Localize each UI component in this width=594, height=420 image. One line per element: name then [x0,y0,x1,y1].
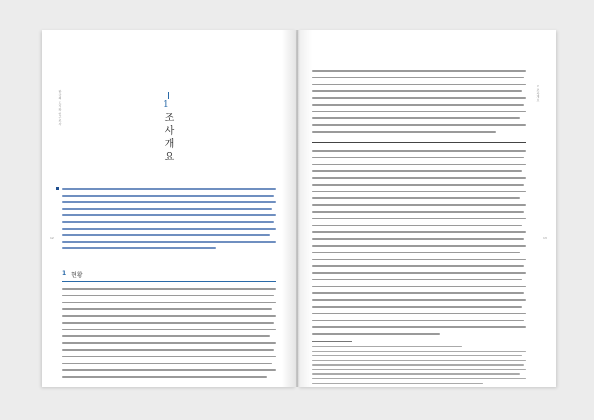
running-head-right: 1 조사개요 [536,85,540,102]
running-head-left: 한국의 도시와 인구조사 [58,90,62,126]
left-body-text [62,288,276,383]
chapter-title: 조사개요 [162,112,173,164]
footnotes [312,346,526,387]
left-page [42,30,296,387]
paragraph-divider [312,142,526,143]
chapter-intro [62,188,276,254]
right-page [298,30,556,387]
section-heading [62,269,276,282]
page-number-left: 12 [50,236,54,240]
right-body-top [312,70,526,138]
page-number-right: 13 [543,236,547,240]
section-title: 현황 [71,272,83,279]
footnote-rule [312,341,352,342]
chapter-number: 1 [163,100,169,110]
chapter-rule [168,92,169,99]
right-body-main [312,150,526,340]
intro-bullet-icon [56,187,59,190]
section-number: 1 [62,270,67,277]
